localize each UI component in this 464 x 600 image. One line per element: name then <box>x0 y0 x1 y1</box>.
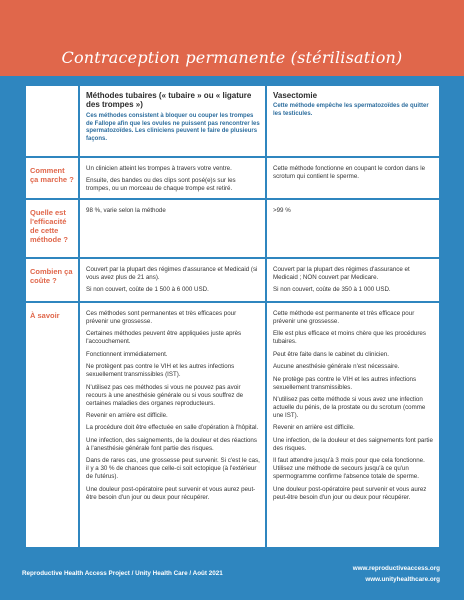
cell-text: 98 %, varie selon la méthode <box>86 207 166 214</box>
cell-text: Ne protège pas contre le VIH et les autres infections sexuellement transmissibles. <box>273 375 417 391</box>
column-description-vasectomy: Cette méthode empêche les spermatozoïdes de quitter les testicules. <box>273 103 429 118</box>
cell-text: Couvert par la plupart des régimes d'assurance et Medicaid (si vous avez plus de 21 ans). <box>86 266 258 282</box>
footer-links <box>353 563 440 585</box>
cell-text: Ne protègent pas contre le VIH et les autres infections sexuellement transmissibles (IST). <box>86 363 235 379</box>
cell-text: Une infection, des saignements, de la douleur et des réactions à l'anesthésie générale font partie des risques. <box>86 436 257 452</box>
cell-text: Elle est plus efficace et moins chère que les procédures tubaires. <box>273 330 426 346</box>
table-divider <box>26 156 439 158</box>
cell-text: >99 % <box>273 207 291 214</box>
row-label-cost: Combien ça coûte ? <box>30 267 73 286</box>
cell-text: Ces méthodes sont permanentes et très efficaces pour prévenir une grossesse. <box>86 310 237 326</box>
column-header-vasectomy <box>267 86 439 156</box>
link-unityhealthcare[interactable]: www.unityhealthcare.org <box>365 576 440 584</box>
column-title-vasectomy: Vasectomie <box>273 91 318 100</box>
cell-text: Fonctionnent immédiatement. <box>86 350 168 358</box>
cell-text: N'utilisez pas ces méthodes si vous ne pouvez pas avoir recours à une anesthésie générale ou si vous souffrez de certaines maladies des organes reproducteurs. <box>86 383 244 407</box>
cell-text: Couvert par la plupart des régimes d'assurance et Medicaid ; NON couvert par Medicare. <box>273 266 410 282</box>
cell-text: Revenir en arrière est difficile. <box>86 412 168 420</box>
cell-text: Une infection, de la douleur et des saignements font partie des risques. <box>273 436 433 452</box>
table-divider <box>26 198 439 200</box>
page-title: Contraception permanente (stérilisation) <box>61 48 403 67</box>
cell-how-vasectomy <box>267 158 439 198</box>
table-divider <box>26 301 439 303</box>
cell-text: Cette méthode fonctionne en coupant le cordon dans le scrotum qui contient le sperme. <box>273 165 426 181</box>
cell-text: N'utilisez pas cette méthode si vous avez une infection actuelle du pénis, de la prostate ou du scrotum (comme une IST). <box>273 395 426 420</box>
cell-text: Une douleur post-opératoire peut survenir et vous aurez peut-être besoin d'un jour ou deux pour récupérer. <box>273 485 427 501</box>
cell-cost-vasectomy <box>267 259 439 301</box>
cell-cost-tubal <box>80 259 265 301</box>
cell-text: Un clinicien atteint les trompes à travers votre ventre. <box>86 165 232 172</box>
cell-text: Il faut attendre jusqu'à 3 mois pour que cela fonctionne. Utilisez une méthode de secours jusqu'à ce qu'un spermogramme confirme l'absence totale de sperme. <box>273 457 425 481</box>
column-title-tubal: Méthodes tubaires (« tubaire » ou « ligature des trompes ») <box>86 91 252 110</box>
footer-credit: Reproductive Health Access Project / Unity Health Care / Août 2021 <box>22 570 223 577</box>
table-divider <box>26 257 439 259</box>
cell-text: Revenir en arrière est difficile. <box>273 424 355 432</box>
cell-efficacy-tubal <box>80 200 265 257</box>
cell-notes-tubal <box>80 303 265 547</box>
cell-how-tubal <box>80 158 265 198</box>
cell-text: Certaines méthodes peuvent être appliquées juste après l'accouchement. <box>86 330 242 346</box>
row-label-efficacy: Quelle est l'efficacité de cette méthode ? <box>30 208 68 245</box>
cell-text: Si non couvert, coûte de 350 à 1 000 USD. <box>273 286 391 294</box>
column-description-tubal: Ces méthodes consistent à bloquer ou couper les trompes de Fallope afin que les ovules ne puissent pas rencontrer les spermatozoïdes. Les cliniciens peuvent le faire de plusieurs façons. <box>86 112 260 143</box>
cell-text: Dans de rares cas, une grossesse peut survenir. Si c'est le cas, il y a 30 % de chances que celle-ci soit ectopique (à l'extérieur de l'utérus). <box>86 457 260 481</box>
cell-text: Peut être faite dans le cabinet du clinicien. <box>273 350 389 358</box>
cell-text: Si non couvert, coûte de 1 500 à 6 000 USD. <box>86 286 209 294</box>
cell-notes-vasectomy <box>267 303 439 547</box>
row-label-how: Comment ça marche ? <box>30 166 74 185</box>
link-reproductiveaccess[interactable]: www.reproductiveaccess.org <box>352 565 440 572</box>
comparison-table <box>26 86 439 547</box>
cell-text: Aucune anesthésie générale n'est nécessaire. <box>273 363 400 371</box>
cell-text: Cette méthode est permanente et très efficace pour prévenir une grossesse. <box>273 310 415 326</box>
column-header-tubal <box>80 86 265 156</box>
header-banner <box>0 0 464 76</box>
cell-efficacy-vasectomy <box>267 200 439 257</box>
cell-text: La procédure doit être effectuée en salle d'opération à l'hôpital. <box>86 424 259 432</box>
row-label-notes: À savoir <box>30 311 60 320</box>
cell-text: Ensuite, des bandes ou des clips sont posé(e)s sur les trompes, ou un morceau de chaque trompe est retiré. <box>86 177 236 193</box>
cell-text: Une douleur post-opératoire peut survenir et vous aurez peut-être besoin d'un jour ou deux pour récupérer. <box>86 485 256 501</box>
